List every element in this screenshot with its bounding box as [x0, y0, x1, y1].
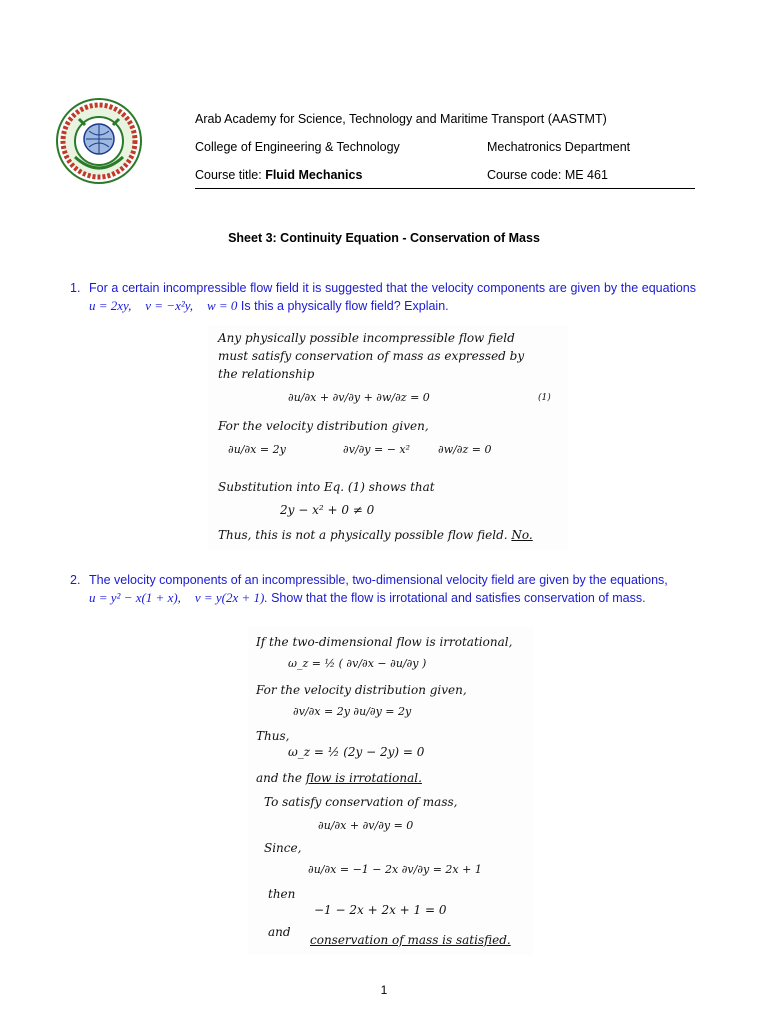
- q2-sol-sum-eq: −1 − 2x + 2x + 1 = 0: [314, 903, 447, 917]
- page-number: 1: [380, 983, 388, 997]
- q2-sol-line-5: Thus,: [256, 729, 290, 743]
- question-1-number: 1.: [70, 281, 81, 295]
- q2-sol-partials: ∂u/∂x = −1 − 2x ∂v/∂y = 2x + 1: [308, 863, 482, 876]
- course-title-value: Fluid Mechanics: [265, 168, 363, 182]
- q2-sol-line-12: then: [268, 887, 296, 901]
- q1-sol-answer: No.: [511, 528, 533, 542]
- aastmt-logo: [55, 97, 143, 185]
- q1-sol-derivative-1: ∂u/∂x = 2y: [228, 443, 286, 456]
- q1-sol-line-4: For the velocity distribution given,: [218, 419, 429, 433]
- q2-sol-conclusion: conservation of mass is satisfied.: [310, 933, 511, 947]
- q1-sol-line-2: must satisfy conservation of mass as expressed by: [218, 349, 525, 363]
- q2-sol-line-3: For the velocity distribution given,: [256, 683, 467, 697]
- eq-u: u = 2xy,: [89, 298, 132, 313]
- q1-sol-eq-number: (1): [538, 393, 551, 403]
- institution-name: Arab Academy for Science, Technology and Maritime Transport (AASTMT): [195, 112, 607, 126]
- q1-sol-line-5: Substitution into Eq. (1) shows that: [218, 480, 435, 494]
- q2-sol-line-8: To satisfy conservation of mass,: [264, 795, 458, 809]
- question-2-text-end: Show that the flow is irrotational and satisfies conservation of mass.: [267, 591, 646, 605]
- q1-sol-line-3: the relationship: [218, 367, 315, 381]
- course-title-label: Course title:: [195, 168, 262, 182]
- q1-sol-line-6: [218, 528, 533, 542]
- course-code: Course code: ME 461: [487, 168, 608, 182]
- course-title: [195, 168, 362, 182]
- sheet-title: Sheet 3: Continuity Equation - Conservation of Mass: [228, 231, 540, 245]
- college-name: College of Engineering & Technology: [195, 140, 400, 154]
- question-1-text-end: Is this a physically flow field? Explain.: [237, 299, 449, 313]
- q2-sol-vorticity-result: ω_z = ½ (2y − 2y) = 0: [288, 745, 425, 759]
- q1-sol-derivative-3: ∂w/∂z = 0: [438, 443, 492, 456]
- eq-v-2: v = y(2x + 1).: [194, 590, 268, 605]
- header-divider: [195, 188, 695, 189]
- q2-sol-line-14: and: [268, 925, 291, 939]
- question-1-text: For a certain incompressible flow field it is suggested that the velocity components are given by the equations: [89, 281, 696, 295]
- q2-sol-line-10: Since,: [264, 841, 302, 855]
- q1-sol-conclusion: Thus, this is not a physically possible flow field.: [218, 528, 508, 542]
- q1-sol-result-eq: 2y − x² + 0 ≠ 0: [280, 503, 375, 517]
- q2-sol-and: and the: [256, 771, 306, 785]
- department-name: Mechatronics Department: [487, 140, 631, 154]
- q2-sol-line-1: If the two-dimensional flow is irrotational,: [256, 635, 513, 649]
- question-2-text: The velocity components of an incompressible, two-dimensional velocity field are given by the equations,: [89, 573, 668, 587]
- eq-u-2: u = y² − x(1 + x),: [89, 590, 181, 605]
- eq-w: w = 0: [206, 298, 238, 313]
- q1-sol-derivative-2: ∂v/∂y = − x²: [343, 443, 411, 456]
- q2-sol-derivatives: ∂v/∂x = 2y ∂u/∂y = 2y: [293, 705, 412, 718]
- question-1: [70, 280, 696, 315]
- q2-solution-image: [248, 627, 533, 955]
- q2-sol-vorticity-def: ω_z = ½ ( ∂v/∂x − ∂u/∂y ): [288, 657, 427, 670]
- q1-sol-line-1: Any physically possible incompressible flow field: [218, 331, 515, 345]
- eq-v: v = −x²y,: [145, 298, 194, 313]
- question-2: [70, 572, 696, 607]
- question-2-number: 2.: [70, 573, 81, 587]
- q2-sol-continuity-eq: ∂u/∂x + ∂v/∂y = 0: [318, 819, 414, 832]
- q2-sol-line-7: [256, 771, 422, 785]
- q1-solution-image: [208, 325, 568, 550]
- q2-sol-irrotational: flow is irrotational.: [305, 771, 422, 785]
- q1-sol-continuity-eq: ∂u/∂x + ∂v/∂y + ∂w/∂z = 0: [288, 391, 430, 404]
